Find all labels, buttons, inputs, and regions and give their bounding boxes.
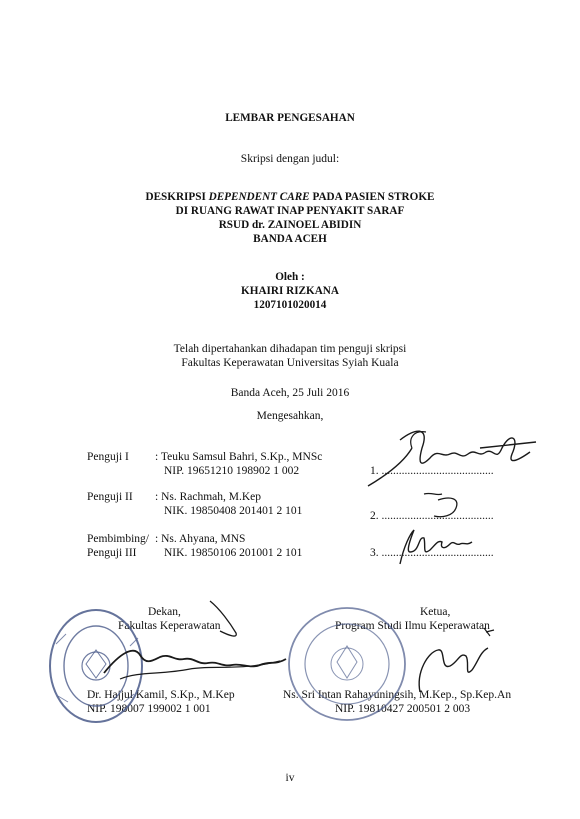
examiner-3-role-line-2: Penguji III <box>87 547 137 559</box>
head-name: Ns. Sri Intan Rahayuningsih, M.Kep., Sp.Kep.An <box>283 689 512 701</box>
examiner-1-signature <box>360 418 540 488</box>
title-italic: DEPENDENT CARE <box>208 191 310 203</box>
author-by: Oleh : <box>275 271 305 283</box>
head-title: Ketua, <box>420 606 451 618</box>
thesis-title-line-4: BANDA ACEH <box>253 233 327 245</box>
thesis-title-line-1 <box>0 190 580 205</box>
head-unit: Program Studi Ilmu Keperawatan <box>335 620 490 632</box>
examiner-3-signature <box>380 526 490 568</box>
title-prefix: DESKRIPSI <box>145 191 209 203</box>
examiner-1-role: Penguji I <box>87 451 129 463</box>
head-nip: NIP. 19810427 200501 2 003 <box>335 703 471 715</box>
dean-title: Dekan, <box>148 606 181 618</box>
examiner-1-signature-line: 1. ....................................... <box>370 465 494 477</box>
dean-name: Dr. Hajjul Kamil, S.Kp., M.Kep <box>87 689 235 701</box>
examiner-1-name: : Teuku Samsul Bahri, S.Kp., MNSc <box>155 451 323 463</box>
intro-text: Skripsi dengan judul: <box>240 153 340 165</box>
approval-text: Mengesahkan, <box>256 410 324 422</box>
dean-nip: NIP. 198007 199002 1 001 <box>87 703 211 715</box>
examiner-3-role-line-1: Pembimbing/ <box>87 533 149 545</box>
examiner-2-role: Penguji II <box>87 491 133 503</box>
examiner-1-id: NIP. 19651210 198902 1 002 <box>164 465 300 477</box>
examiner-3-signature-line: 3. ....................................... <box>370 547 494 559</box>
author-nim: 1207101020014 <box>253 299 327 311</box>
defense-line-1: Telah dipertahankan dihadapan tim penguji skripsi <box>173 343 407 355</box>
title-suffix: PADA PASIEN STROKE <box>309 191 435 203</box>
examiner-2-signature-line: 2. ....................................... <box>370 510 494 522</box>
author-name: KHAIRI RIZKANA <box>241 285 339 297</box>
examiner-2-name: : Ns. Rachmah, M.Kep <box>155 491 262 503</box>
thesis-title-line-3: RSUD dr. ZAINOEL ABIDIN <box>218 219 362 231</box>
examiner-3-id: NIK. 19850106 201001 2 101 <box>164 547 303 559</box>
dean-unit: Fakultas Keperawatan <box>118 620 221 632</box>
page-header: LEMBAR PENGESAHAN <box>225 112 355 124</box>
place-date: Banda Aceh, 25 Juli 2016 <box>230 387 350 399</box>
examiner-2-signature <box>420 488 480 524</box>
head-signature <box>380 622 500 702</box>
page-number: iv <box>285 772 295 784</box>
dean-signature <box>100 595 290 695</box>
examiner-3-name: : Ns. Ahyana, MNS <box>155 533 246 545</box>
defense-line-2: Fakultas Keperawatan Universitas Syiah Kuala <box>181 357 399 369</box>
thesis-title-line-2: DI RUANG RAWAT INAP PENYAKIT SARAF <box>175 205 405 217</box>
examiner-2-id: NIK. 19850408 201401 2 101 <box>164 505 303 517</box>
